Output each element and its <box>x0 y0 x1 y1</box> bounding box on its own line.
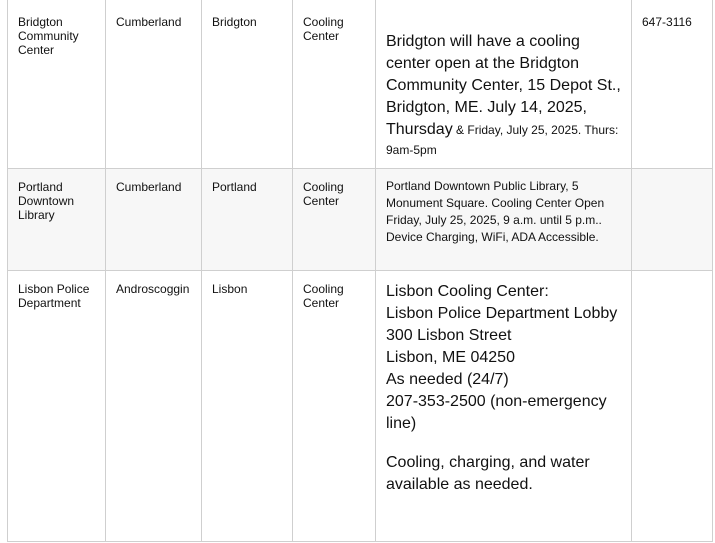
town-cell <box>202 169 293 271</box>
county-cell <box>106 0 202 169</box>
type-cell <box>293 0 376 169</box>
phone-cell <box>632 0 713 169</box>
description <box>376 0 631 160</box>
description-cell <box>376 169 632 271</box>
description-line: As needed (24/7) <box>386 371 509 388</box>
county: Cumberland <box>116 15 182 29</box>
center-type: Cooling Center <box>303 282 344 310</box>
phone-number <box>632 271 712 282</box>
county-cell <box>106 169 202 271</box>
description-main: Bridgton will have a cooling center open at the Bridgton Community Center, 15 Depot St., Bridgton, ME. July 14, 2025, Thursday <box>386 33 621 138</box>
description-dates: & Friday, July 25, 2025. Thurs: 9am-5pm <box>386 123 619 157</box>
phone-number: 647-3116 <box>642 15 692 29</box>
description-cell <box>376 271 632 542</box>
description: Portland Downtown Public Library, 5 Monument Square. Cooling Center Open Friday, July 25, 2025, 9 a.m. until 5 p.m.. Device Charging, WiFi, ADA Accessible. <box>386 179 605 244</box>
town: Portland <box>212 180 257 194</box>
town-cell <box>202 271 293 542</box>
description <box>376 271 631 496</box>
location-name: Portland Downtown Library <box>18 180 75 222</box>
phone-number <box>632 169 712 180</box>
type-cell <box>293 271 376 542</box>
name-cell <box>8 169 106 271</box>
county: Androscoggin <box>116 282 190 296</box>
name-cell <box>8 0 106 169</box>
center-type: Cooling Center <box>303 15 344 43</box>
location-name: Bridgton Community Center <box>18 15 79 57</box>
location-name: Lisbon Police Department <box>18 282 90 310</box>
table-row <box>8 169 713 271</box>
description-cell <box>376 0 632 169</box>
cooling-centers-table <box>7 0 713 542</box>
county: Cumberland <box>116 180 182 194</box>
table-row <box>8 271 713 542</box>
type-cell <box>293 169 376 271</box>
phone-cell <box>632 271 713 542</box>
town: Lisbon <box>212 282 248 296</box>
phone-cell <box>632 169 713 271</box>
center-type: Cooling Center <box>303 180 344 208</box>
town: Bridgton <box>212 15 257 29</box>
town-cell <box>202 0 293 169</box>
description-line: 300 Lisbon Street <box>386 327 512 344</box>
county-cell <box>106 271 202 542</box>
table-row <box>8 0 713 169</box>
name-cell <box>8 271 106 542</box>
description-line: Lisbon Police Department Lobby <box>386 305 618 322</box>
description-note: Cooling, charging, and water available as needed. <box>386 454 590 493</box>
description-line: 207-353-2500 (non-emergency line) <box>386 393 607 432</box>
description-line: Lisbon, ME 04250 <box>386 349 515 366</box>
description-line: Lisbon Cooling Center: <box>386 283 549 300</box>
